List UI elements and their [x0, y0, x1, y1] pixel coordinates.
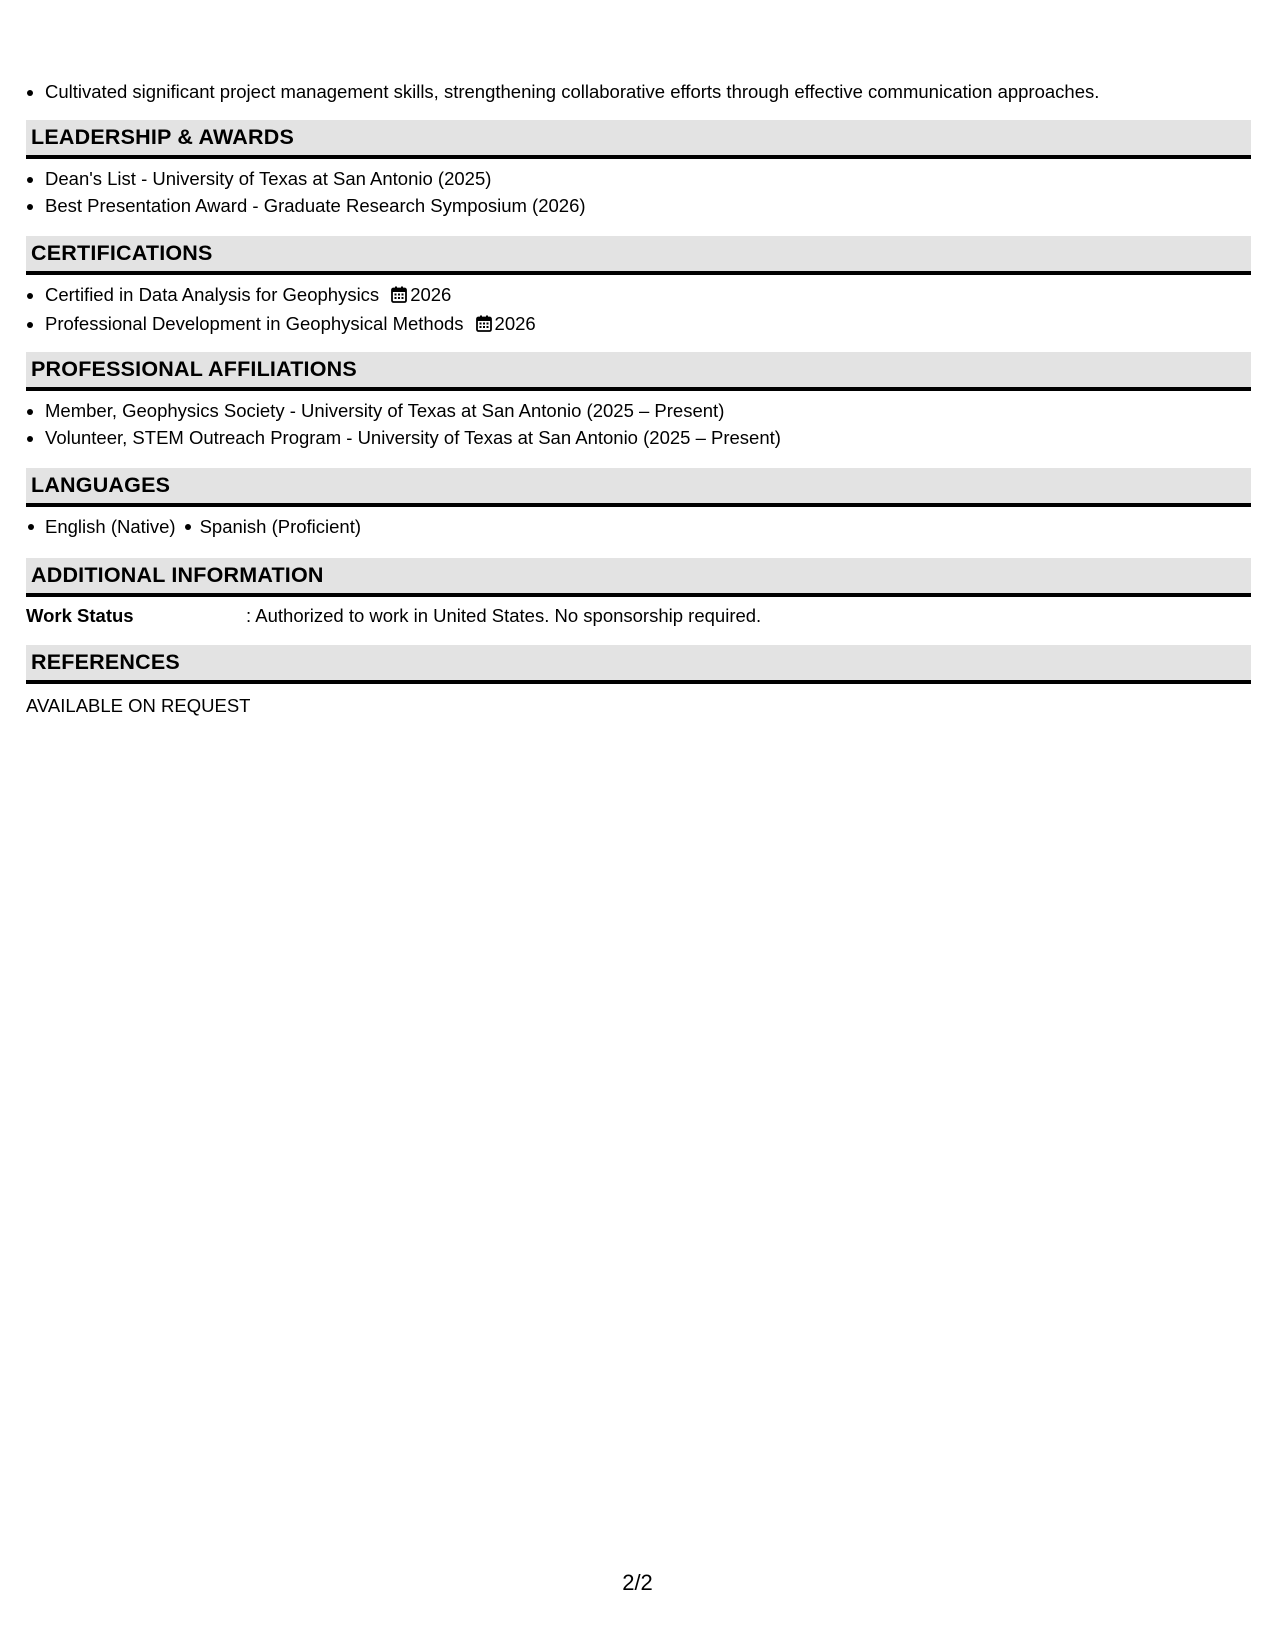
references-section — [26, 645, 1251, 719]
section-title: ADDITIONAL INFORMATION — [31, 563, 324, 587]
section-header — [26, 645, 1251, 684]
language-item: English (Native) — [45, 513, 176, 540]
certification-item — [45, 310, 1251, 339]
list-item: • Cultivated significant project management skills, strengthening collaborative efforts through effective communication approaches. — [45, 78, 1251, 105]
list-item: • Member, Geophysics Society - University of Texas at San Antonio (2025 – Present) — [45, 397, 1251, 424]
section-header — [26, 352, 1251, 391]
section-title: CERTIFICATIONS — [31, 241, 213, 265]
section-title: REFERENCES — [31, 650, 180, 674]
certification-year: 2026 — [494, 313, 536, 334]
section-title: PROFESSIONAL AFFILIATIONS — [31, 357, 357, 381]
section-title: LEADERSHIP & AWARDS — [31, 125, 295, 149]
leadership-section — [26, 120, 1251, 219]
list-item: • Volunteer, STEM Outreach Program - University of Texas at San Antonio (2025 – Present) — [45, 424, 1251, 451]
section-header — [26, 120, 1251, 159]
language-item: Spanish (Proficient) — [200, 513, 361, 540]
section-header — [26, 468, 1251, 507]
languages-section — [26, 468, 1251, 540]
certification-year: 2026 — [410, 284, 452, 305]
experience-continued — [26, 78, 1251, 105]
section-title: LANGUAGES — [31, 473, 171, 497]
work-status-label: Work Status — [26, 605, 134, 626]
certification-name: Professional Development in Geophysical Methods — [45, 313, 464, 334]
section-header — [26, 558, 1251, 597]
calendar-icon — [476, 312, 492, 339]
additional-info-section — [26, 558, 1251, 629]
affiliations-section — [26, 352, 1251, 451]
calendar-icon — [391, 283, 407, 310]
work-status-value: : Authorized to work in United States. No sponsorship required. — [246, 605, 762, 626]
list-item: • Best Presentation Award - Graduate Research Symposium (2026) — [45, 192, 1251, 219]
section-header — [26, 236, 1251, 275]
work-status-row — [26, 602, 1251, 629]
references-text: AVAILABLE ON REQUEST — [26, 695, 251, 716]
certification-item — [45, 281, 1251, 310]
certification-name: Certified in Data Analysis for Geophysics — [45, 284, 380, 305]
certifications-section — [26, 236, 1251, 339]
list-item: • Dean's List - University of Texas at San Antonio (2025) — [45, 165, 1251, 192]
page-number: 2/2 — [622, 1570, 653, 1595]
